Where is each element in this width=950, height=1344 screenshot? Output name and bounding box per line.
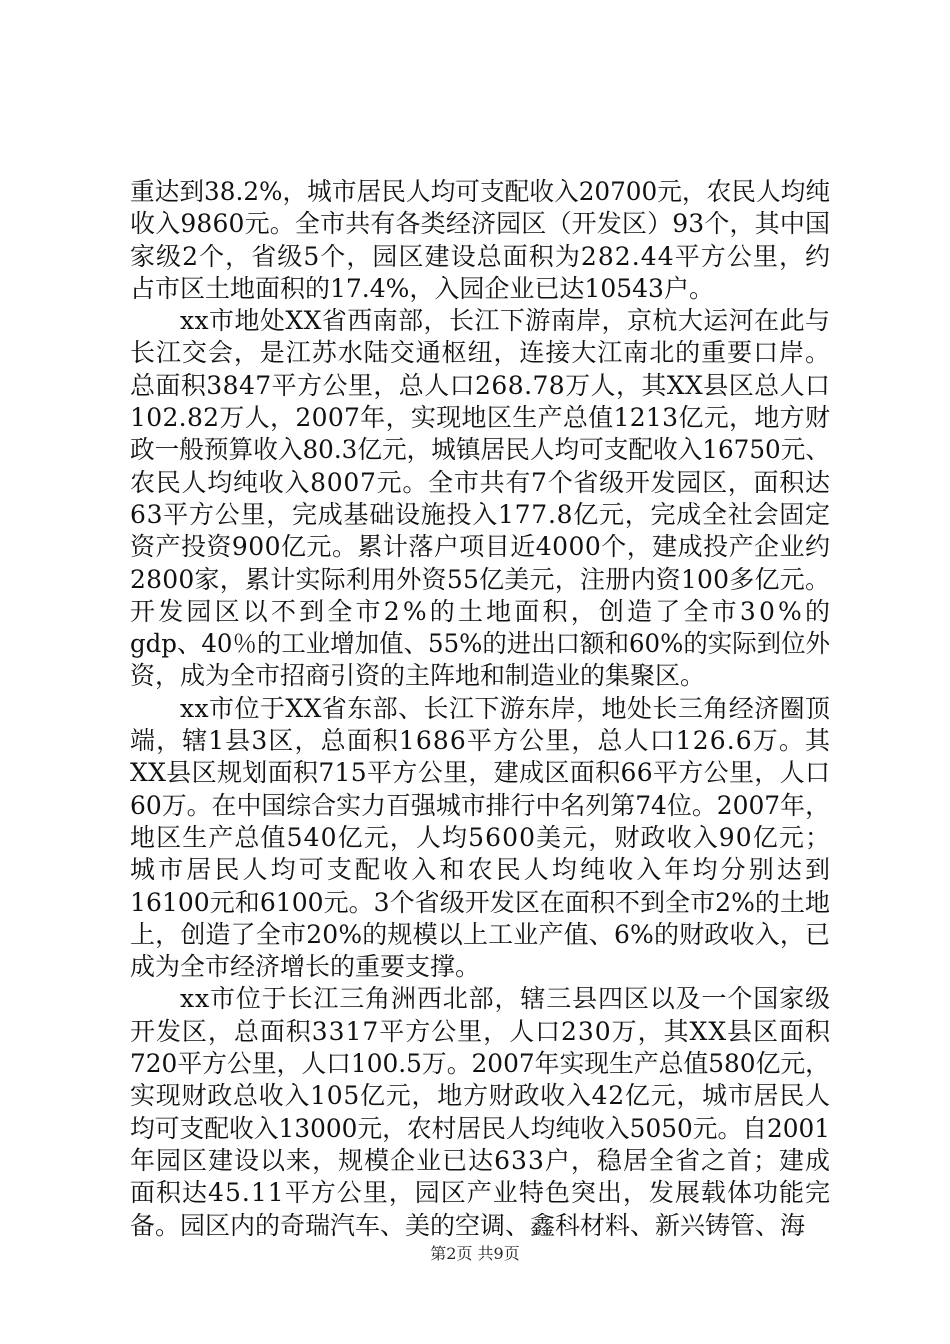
page-number-label: 第2页 共9页 (430, 1244, 520, 1263)
text-line: xx市位于长江三角洲西北部，辖三县四区以及一个国家级 (180, 984, 831, 1014)
text-line: XX县区规划面积715平方公里，建成区面积66平方公里，人口 (130, 758, 831, 788)
text-line: 资产投资900亿元。累计落户项目近4000个，建成投产企业约 (130, 532, 831, 562)
text-line: 实现财政总收入105亿元，地方财政收入42亿元，城市居民人 (130, 1081, 831, 1111)
text-line: 102.82万人，2007年，实现地区生产总值1213亿元，地方财 (130, 403, 831, 433)
text-line: 备。园区内的奇瑞汽车、美的空调、鑫科材料、新兴铸管、海 (130, 1210, 806, 1240)
text-line: 开发园区以不到全市2%的土地面积，创造了全市30%的 (130, 596, 834, 626)
page-footer (0, 1244, 950, 1264)
text-line: gdp、40％的工业增加值、55%的进出口额和60%的实际到位外 (130, 629, 831, 659)
paragraph (130, 305, 834, 693)
paragraph (130, 983, 830, 1241)
text-line: 720平方公里，人口100.5万。2007年实现生产总值580亿元， (130, 1049, 830, 1079)
text-line: 2800家，累计实际利用外资55亿美元，注册内资100多亿元。 (130, 564, 831, 594)
text-line: 政一般预算收入80.3亿元，城镇居民人均可支配收入16750元、 (130, 435, 830, 465)
text-line: 城市居民人均可支配收入和农民人均纯收入年均分别达到 (130, 855, 834, 885)
text-line: 16100元和6100元。3个省级开发区在面积不到全市2%的土地 (130, 887, 831, 917)
text-line: 资，成为全市招商引资的主阵地和制造业的集聚区。 (130, 661, 706, 691)
text-line: 均可支配收入13000元，农村居民人均纯收入5050元。自2001 (130, 1113, 830, 1143)
text-line: 占市区土地面积的17.4%，入园企业已达10543户。 (130, 273, 714, 303)
text-line: 60万。在中国综合实力百强城市排行中名列第74位。2007年， (130, 790, 831, 820)
text-line: 农民人均纯收入8007元。全市共有7个省级开发园区，面积达 (130, 467, 831, 497)
text-line: 收入9860元。全市共有各类经济园区（开发区）93个，其中国 (130, 209, 831, 239)
text-line: 开发区，总面积3317平方公里，人口230万，其XX县区面积 (130, 1016, 831, 1046)
text-line: 家级2个，省级5个，园区建设总面积为282.44平方公里，约 (130, 241, 832, 271)
text-line: 63平方公里，完成基础设施投入177.8亿元，完成全社会固定 (130, 499, 831, 529)
document-body (130, 176, 834, 1242)
text-line: 面积达45.11平方公里，园区产业特色突出，发展载体功能完 (130, 1178, 832, 1208)
text-line: 端，辖1县3区，总面积1686平方公里，总人口126.6万。其 (130, 726, 832, 756)
text-line: xx市地处XX省西南部，长江下游南岸，京杭大运河在此与 (180, 306, 831, 336)
text-line: 成为全市经济增长的重要支撑。 (130, 952, 481, 982)
text-line: xx市位于XX省东部、长江下游东岸，地处长三角经济圈顶 (180, 693, 831, 723)
paragraph (130, 176, 830, 305)
text-line: 上，创造了全市20%的规模以上工业产值、6%的财政收入，已 (130, 919, 831, 949)
paragraph (130, 693, 834, 984)
text-line: 重达到38.2%，城市居民人均可支配收入20700元，农民人均纯 (130, 177, 831, 206)
text-line: 地区生产总值540亿元，人均5600美元，财政收入90亿元； (130, 822, 832, 852)
text-line: 长江交会，是江苏水陆交通枢纽，连接大江南北的重要口岸。 (130, 338, 831, 368)
text-line: 年园区建设以来，规模企业已达633户，稳居全省之首；建成 (130, 1145, 831, 1175)
text-line: 总面积3847平方公里，总人口268.78万人，其XX县区总人口 (130, 370, 831, 400)
